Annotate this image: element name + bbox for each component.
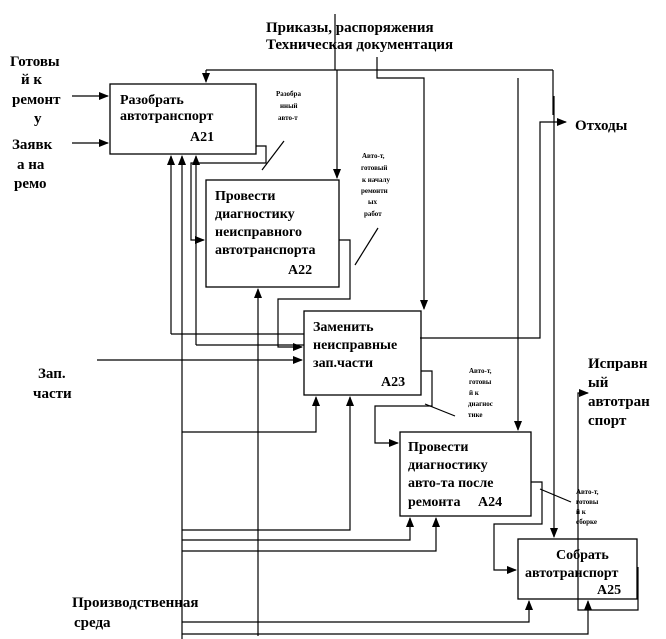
input-parts-line1: Зап. <box>38 366 66 382</box>
input-ready-line3: ремонт <box>12 92 61 108</box>
control-label <box>266 20 453 53</box>
block-a23-code: А23 <box>381 375 406 390</box>
output-waste <box>420 118 628 338</box>
block-a21-line1: Разобрать <box>120 93 184 108</box>
input-request-line3: ремо <box>14 176 47 192</box>
output-serviceable-line4: спорт <box>588 413 627 429</box>
input-ready-line2: й к <box>21 72 43 88</box>
block-a22-line1: Провести <box>215 189 276 204</box>
block-a21[interactable] <box>110 84 256 154</box>
input-ready-line1: Готовы <box>10 54 60 70</box>
input-ready-line4: у <box>34 111 42 127</box>
block-a23-line3: зап.части <box>313 356 374 371</box>
block-a21-code: А21 <box>190 130 215 145</box>
block-a24-line1: Провести <box>408 440 469 455</box>
block-a24-code: А24 <box>478 495 503 510</box>
output-serviceable-line3: автотран <box>588 394 650 410</box>
flow3-line3: й к <box>469 389 479 397</box>
flow1-line2: нный <box>280 102 298 110</box>
flow3-line4: диагнос <box>468 400 493 408</box>
mechanism-line2: среда <box>74 615 111 631</box>
flow4-line1: Авто-т, <box>576 488 599 496</box>
flow4-line4: сборке <box>576 518 597 526</box>
control-line1: Приказы, распоряжения <box>266 20 434 36</box>
input-request-line2: а на <box>17 157 45 173</box>
output-waste-label: Отходы <box>575 118 628 134</box>
block-a22-code: А22 <box>288 263 313 278</box>
block-a24[interactable] <box>400 432 531 516</box>
flow1-line3: авто-т <box>278 114 298 122</box>
mechanism-line1: Производственная <box>72 595 199 611</box>
block-a23-line2: неисправные <box>313 338 398 353</box>
input-request <box>12 137 108 192</box>
block-a22[interactable] <box>206 180 339 287</box>
block-a22-line2: диагностику <box>215 207 295 222</box>
flow2-line3: к началу <box>362 176 390 184</box>
flow4-line2: готовы <box>576 498 599 506</box>
block-a23-line1: Заменить <box>313 320 374 335</box>
block-a25-code: А25 <box>597 583 622 598</box>
output-serviceable-line1: Исправн <box>588 356 648 372</box>
block-a23[interactable] <box>304 311 421 395</box>
mechanism-label <box>72 595 199 631</box>
flow2-line6: работ <box>364 210 382 218</box>
flow2-line4: ремонтн <box>361 187 388 195</box>
flow2-line5: ых <box>368 198 377 206</box>
flow3-line5: тике <box>468 411 483 419</box>
flow4-line3: й к <box>576 508 586 516</box>
block-a21-line2: автотранспорт <box>120 109 214 124</box>
block-a25-line2: автотранспорт <box>525 566 619 581</box>
control-line2: Техническая документация <box>266 37 454 53</box>
flow1-line1: Разобра <box>276 90 301 98</box>
flow3-line2: готовы <box>469 378 492 386</box>
block-a25-line1: Собрать <box>556 548 609 563</box>
block-a24-line4: ремонта <box>408 495 461 510</box>
input-parts <box>33 360 302 402</box>
block-a24-line3: авто-та после <box>408 476 494 491</box>
input-parts-line2: части <box>33 386 72 402</box>
flow3-line1: Авто-т, <box>469 367 492 375</box>
input-request-line1: Заявк <box>12 137 53 153</box>
input-ready <box>10 54 108 127</box>
output-serviceable-line2: ый <box>588 375 609 391</box>
block-a22-line4: автотранспорта <box>215 243 316 258</box>
block-a24-line2: диагностику <box>408 458 488 473</box>
flow2-line1: Авто-т, <box>362 152 385 160</box>
flow2-line2: готовый <box>361 164 388 172</box>
block-a22-line3: неисправного <box>215 225 303 240</box>
